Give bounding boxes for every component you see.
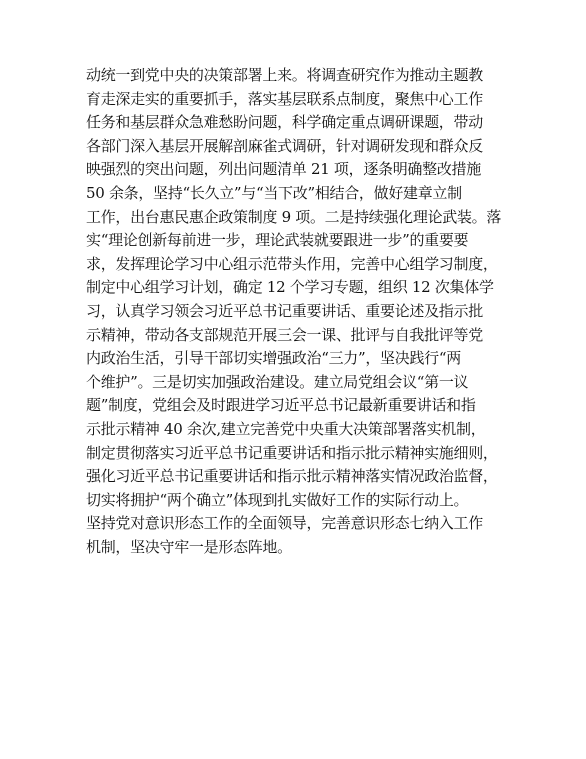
text-line: 制定中心组学习计划，确定 12 个学习专题，组织 12 次集体学 bbox=[86, 278, 494, 297]
text-line: 制定贯彻落实习近平总书记重要讲话和指示批示精神实施细则， bbox=[86, 443, 498, 462]
text-line: 强化习近平总书记重要讲话和指示批示精神落实情况政治监督， bbox=[86, 467, 498, 486]
text-line: 实“理论创新每前进一步，理论武装就要跟进一步”的重要要 bbox=[86, 231, 469, 250]
text-line: 机制，坚决守牢一是形态阵地。 bbox=[86, 537, 292, 556]
text-line: 求，发挥理论学习中心组示范带头作用，完善中心组学习制度， bbox=[86, 254, 498, 273]
text-line: 切实将拥护“两个确立”体现到扎实做好工作的实际行动上。 bbox=[86, 490, 469, 509]
text-line: 工作，出台惠民惠企政策制度 9 项。二是持续强化理论武装。落 bbox=[86, 207, 502, 226]
text-line: 育走深走实的重要抓手，落实基层联系点制度，聚焦中心工作 bbox=[86, 89, 483, 108]
text-line: 任务和基层群众急难愁盼问题，科学确定重点调研课题，带动 bbox=[86, 113, 483, 132]
text-line: 各部门深入基层开展解剖麻雀式调研，针对调研发现和群众反 bbox=[86, 136, 483, 155]
text-line: 动统一到党中央的决策部署上来。将调查研究作为推动主题教 bbox=[86, 66, 483, 84]
text-line: 个维护”。三是切实加强政治建设。建立局党组会议“第一议 bbox=[86, 372, 469, 391]
text-line: 映强烈的突出问题，列出问题清单 21 项，逐条明确整改措施 bbox=[86, 160, 481, 179]
text-line: 坚持党对意识形态工作的全面领导，完善意识形态七纳入工作 bbox=[86, 514, 483, 533]
body-text bbox=[86, 64, 506, 559]
text-line: 习，认真学习领会习近平总书记重要讲话、重要论述及指示批 bbox=[86, 301, 483, 320]
text-line: 50 余条，坚持“长久立”与“当下改”相结合，做好建章立制 bbox=[86, 183, 462, 202]
text-line: 内政治生活，引导干部切实增强政治“三力”，坚决践行“两 bbox=[86, 349, 461, 368]
text-line: 示精神，带动各支部规范开展三会一课、批评与自我批评等党 bbox=[86, 325, 483, 344]
text-line: 示批示精神 40 余次,建立完善党中央重大决策部署落实机制， bbox=[86, 419, 486, 438]
text-line: 题”制度，党组会及时跟进学习近平总书记最新重要讲话和指 bbox=[86, 396, 476, 415]
